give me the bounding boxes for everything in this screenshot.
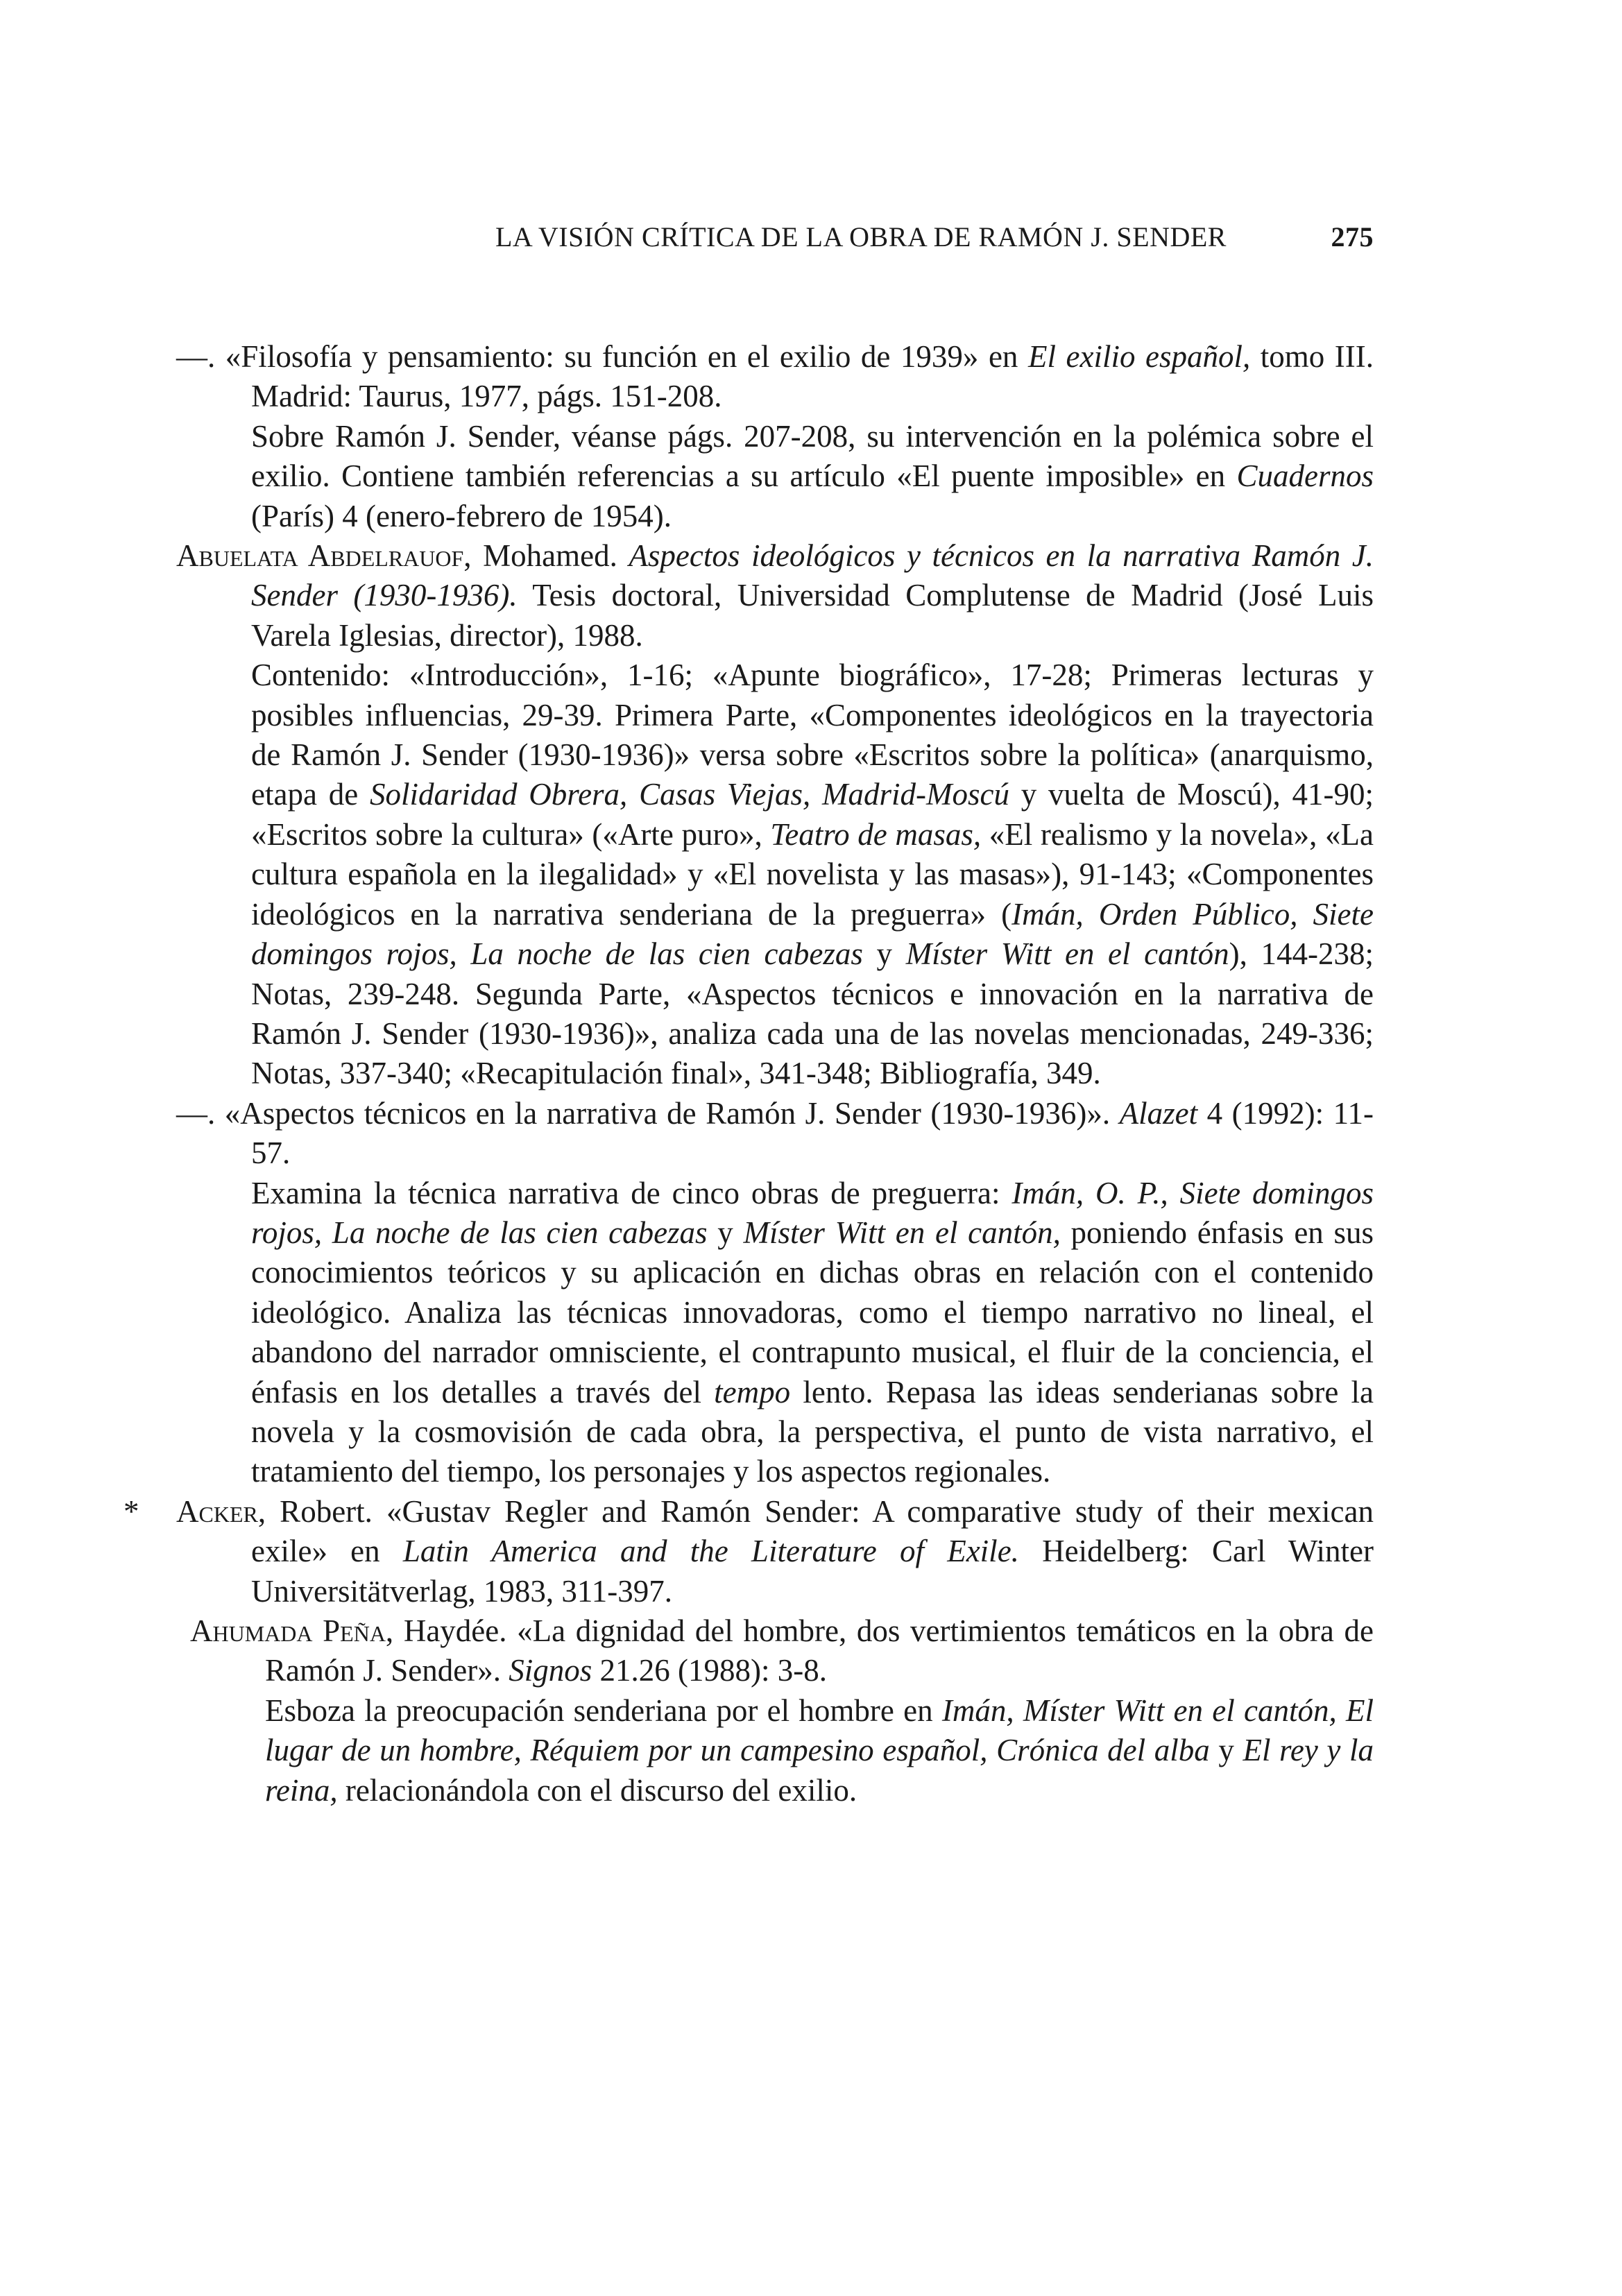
annotation-text: y bbox=[1209, 1733, 1243, 1768]
citation-title: Aspectos ideológicos y técnicos en la narrativa Ramón J. Sender (1930-1936). bbox=[251, 538, 1374, 613]
annotation-text: y bbox=[707, 1215, 744, 1250]
citation-title: Signos bbox=[509, 1653, 592, 1688]
citation-text: —. «Aspectos técnicos en la narrativa de Ramón J. Sender (1930-1936)». bbox=[176, 1095, 1120, 1131]
entry-annotation bbox=[251, 1174, 1374, 1492]
citation-title: Latin America and the Literature of Exile. bbox=[402, 1534, 1019, 1569]
annotation-text: Examina la técnica narrativa de cinco obras de preguerra: bbox=[251, 1175, 1012, 1210]
annotation-text: relacionándola con el discurso del exilio. bbox=[337, 1772, 857, 1808]
author-surname: Ahumada Peña, bbox=[190, 1613, 394, 1648]
annotation-text: Contenido: «Introducción», 1-16; «Apunte biográfico», 17-28; Primeras lecturas y posibles influencias, 29-39. Primera Parte, «Componentes ideológicos en la trayectoria de Ramón J. Sender (1930-1936)» versa sobre «Escritos sobre la política» (anarquismo, etapa de bbox=[251, 658, 1374, 812]
citation-publication: tomo III. Madrid: Taurus, 1977, págs. 151-208. bbox=[251, 339, 1374, 414]
entry-citation bbox=[176, 538, 1374, 653]
annotation-title: Teatro de masas, bbox=[770, 816, 982, 852]
bibliography-list bbox=[123, 337, 1374, 1810]
bibliography-entry bbox=[176, 1094, 1374, 1492]
citation-text: —. «Filosofía y pensamiento: su función en el exilio de 1939» en bbox=[176, 339, 1028, 374]
citation-title: Alazet bbox=[1119, 1095, 1198, 1131]
annotation-text: y bbox=[862, 936, 906, 972]
annotation-title: El rey y la reina, bbox=[265, 1733, 1374, 1808]
author-given-name: Robert. «Gustav Regler and Ramón Sender: A comparative study of their mexican exile» en bbox=[251, 1493, 1374, 1569]
annotation-text: Esboza la preocupación senderiana por el hombre en bbox=[265, 1693, 942, 1728]
running-header bbox=[495, 221, 1374, 253]
bibliography-entry bbox=[176, 337, 1374, 536]
annotation-title: Cuadernos bbox=[1236, 459, 1374, 494]
annotation-text: y vuelta de Moscú), 41-90; «Escritos sobre la cultura» («Arte puro», bbox=[251, 777, 1374, 852]
entry-annotation bbox=[251, 656, 1374, 1093]
running-title: LA VISIÓN CRÍTICA DE LA OBRA DE RAMÓN J. SENDER bbox=[495, 221, 1227, 252]
entry-citation bbox=[190, 1613, 1374, 1688]
entry-citation bbox=[176, 339, 1374, 413]
author-surname: Abuelata Abdelrauof, bbox=[176, 538, 472, 574]
author-given-name: Haydée. «La dignidad del hombre, dos vertimientos temáticos en la obra de Ramón J. Sender». bbox=[265, 1613, 1374, 1688]
annotation-text: «El realismo y la novela», «La cultura española en la ilegalidad» y «El novelista y las masas»), 91-143; «Componentes ideológicos en la narrativa senderiana de la preguerra» ( bbox=[251, 816, 1374, 932]
annotation-title: Imán, Míster Witt en el cantón, El lugar de un hombre, Réquiem por un campesino español, Crónica del alba bbox=[265, 1693, 1374, 1768]
page-number: 275 bbox=[1331, 221, 1374, 252]
author-surname: Acker, bbox=[176, 1493, 266, 1529]
citation-publication: Heidelberg: Carl Winter Universitätverlag, 1983, 311-397. bbox=[251, 1534, 1374, 1609]
entry-citation bbox=[176, 1494, 1374, 1609]
annotation-text: poniendo énfasis en sus conocimientos teóricos y su aplicación en dichas obras en relación con el contenido ideológico. Analiza las técnicas innovadoras, como el tiempo narrativo no lineal, el abandono del narrador omnisciente, el contrapunto musical, el fluir de la conciencia, el énfasis en los detalles a través del bbox=[251, 1215, 1374, 1410]
entry-annotation bbox=[265, 1691, 1374, 1810]
entry-citation bbox=[176, 1096, 1374, 1170]
entry-annotation bbox=[251, 417, 1374, 536]
annotation-text: Sobre Ramón J. Sender, véanse págs. 207-208, su intervención en la polémica sobre el exilio. Contiene también referencias a su artículo «El puente imposible» en bbox=[251, 418, 1374, 494]
annotation-title: Míster Witt en el cantón, bbox=[743, 1215, 1061, 1250]
annotation-title: tempo bbox=[714, 1374, 791, 1410]
annotation-title: Míster Witt en el cantón bbox=[905, 936, 1229, 972]
citation-publication: Tesis doctoral, Universidad Complutense de Madrid (José Luis Varela Iglesias, director), 1988. bbox=[251, 578, 1374, 653]
author-given-name: Mohamed. bbox=[471, 538, 629, 574]
bibliography-entry bbox=[123, 1492, 1374, 1611]
asterisk-marker: * bbox=[123, 1493, 139, 1529]
bibliography-entry bbox=[190, 1611, 1374, 1810]
annotation-title: Imán, O. P., Siete domingos rojos, La noche de las cien cabezas bbox=[251, 1175, 1374, 1250]
citation-publication: 4 (1992): 11-57. bbox=[251, 1095, 1374, 1171]
annotation-text: lento. Repasa las ideas senderianas sobre la novela y la cosmovisión de cada obra, la perspectiva, el punto de vista narrativo, el tratamiento del tiempo, los personajes y los aspectos regionales. bbox=[251, 1374, 1374, 1489]
annotation-title: Imán, Orden Público, Siete domingos rojos, La noche de las cien cabezas bbox=[251, 896, 1374, 972]
annotation-text: ), 144-238; Notas, 239-248. Segunda Parte, «Aspectos técnicos e innovación en la narrativa de Ramón J. Sender (1930-1936)», analiza cada una de las novelas mencionadas, 249-336; Notas, 337-340; «Recapitulación final», 341-348; Bibliografía, 349. bbox=[251, 936, 1374, 1091]
annotation-title: Solidaridad Obrera, Casas Viejas, Madrid-Moscú bbox=[369, 777, 1009, 812]
annotation-text: (París) 4 (enero-febrero de 1954). bbox=[251, 498, 672, 533]
bibliography-entry bbox=[176, 536, 1374, 1094]
citation-title: El exilio español, bbox=[1027, 339, 1251, 374]
citation-publication: 21.26 (1988): 3-8. bbox=[592, 1653, 827, 1688]
